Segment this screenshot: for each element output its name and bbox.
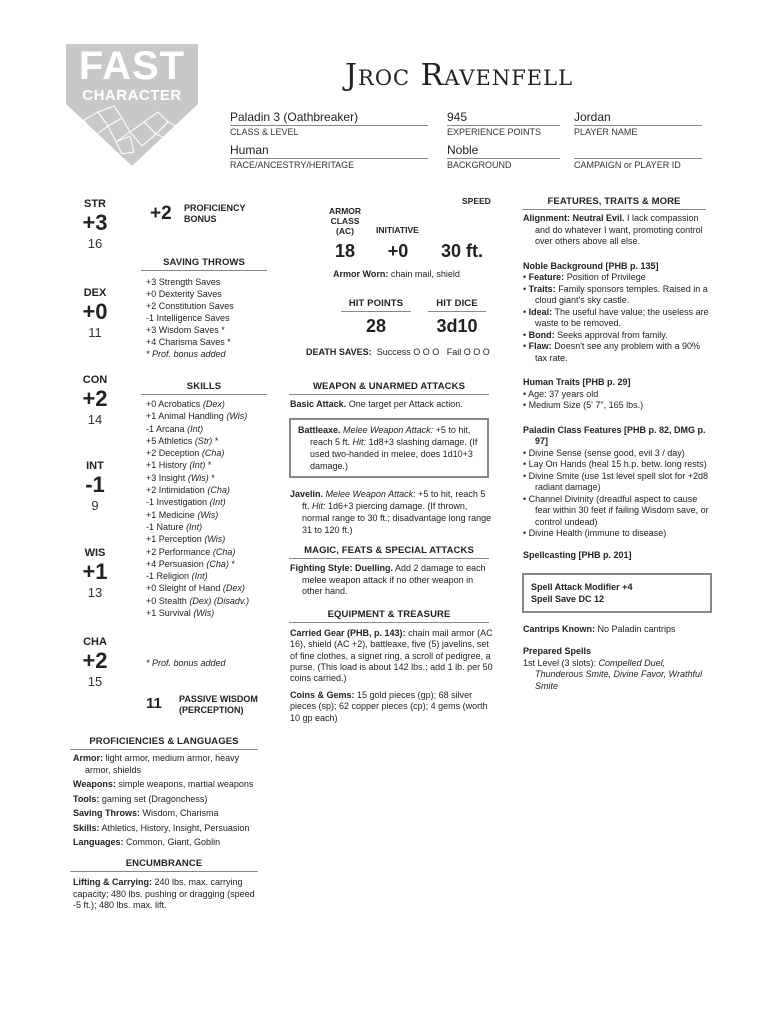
xp-label: EXPERIENCE POINTS <box>447 127 542 137</box>
coins-gems: Coins & Gems: 15 gold pieces (gp); 68 silver pieces (sp); 62 copper pieces (cp); 4 gems (worth 10 gp each) <box>290 690 488 723</box>
skill-row: +1 Survival (Wis) <box>146 608 215 619</box>
battleaxe-attack: Battleaxe. Melee Weapon Attack: +5 to hit, reach 5 ft. Hit: 1d8+3 slashing damage. (If used two-handed in melee, does 1d10+3 damage.) <box>298 425 478 471</box>
ability-label: DEX <box>83 287 107 299</box>
attacks-header: WEAPON & UNARMED ATTACKS <box>289 381 489 395</box>
ability-cha <box>70 636 120 689</box>
ability-label: STR <box>84 198 106 210</box>
human-item: • Medium Size (5' 7", 165 lbs.) <box>523 400 644 410</box>
armor-worn: Armor Worn: chain mail, shield <box>333 269 460 279</box>
hit-dice-value: 3d10 <box>436 316 478 336</box>
player-label: PLAYER NAME <box>574 127 638 137</box>
skill-row: +0 Stealth (Dex) (Disadv.) <box>146 595 250 606</box>
saving-throws-list <box>146 276 234 360</box>
xp-value: 945 <box>447 110 468 124</box>
paladin-item: • Divine Sense (sense good, evil 3 / day) <box>523 447 685 458</box>
saving-throw-item: +0 Dexterity Saves <box>146 289 222 299</box>
passive-wisdom-label-line2: (PERCEPTION) <box>179 705 244 715</box>
fast-character-logo <box>64 42 200 170</box>
ability-dex <box>70 287 120 340</box>
magic-header: MAGIC, FEATS & SPECIAL ATTACKS <box>289 545 489 559</box>
spell-attack-modifier: Spell Attack Modifier +4 <box>531 582 633 592</box>
skill-row: +2 Performance (Cha) <box>146 546 236 557</box>
background-label: BACKGROUND <box>447 160 512 170</box>
ability-score: 15 <box>87 674 103 689</box>
saving-throw-item: +3 Strength Saves <box>146 277 221 287</box>
campaign-label: CAMPAIGN or PLAYER ID <box>574 160 681 170</box>
logo-line2: CHARACTER <box>82 87 182 104</box>
ability-modifier: -1 <box>85 472 105 497</box>
proficiency-item: Skills: Athletics, History, Insight, Persuasion <box>73 822 250 833</box>
skill-row: +5 Athletics (Str) * <box>146 435 219 446</box>
ability-modifier: +2 <box>82 386 108 411</box>
encumbrance-text: Lifting & Carrying: 240 lbs. max. carrying capacity; 480 lbs. pushing or dragging (speed -5 ft.); 480 lbs. max. lift. <box>73 877 255 910</box>
human-item: • Age: 37 years old <box>523 388 599 399</box>
basic-attack: Basic Attack. One target per Attack action. <box>290 399 463 409</box>
character-name: Jroc Ravenfell <box>345 58 574 93</box>
noble-item: • Bond: Seeks approval from family. <box>523 329 668 340</box>
skill-row: +0 Sleight of Hand (Dex) <box>146 583 245 594</box>
proficiency-item: Languages: Common, Giant, Goblin <box>73 837 221 847</box>
logo-line1: FAST <box>78 44 186 88</box>
hit-dice-header: HIT DICE <box>428 298 486 312</box>
death-saves: DEATH SAVES: Success O O O Fail O O O <box>306 347 490 357</box>
skill-row: +1 Animal Handling (Wis) <box>146 411 248 422</box>
ability-score: 9 <box>91 498 99 513</box>
fighting-style: Fighting Style: Duelling. Add 2 damage to each melee weapon attack if no other weapon in other hand. <box>290 563 486 596</box>
class-level-field <box>230 108 428 126</box>
death-saves-success[interactable]: Success O O O <box>376 347 440 357</box>
ability-score: 14 <box>87 412 103 427</box>
ac-value: 18 <box>334 241 356 261</box>
skill-row: +2 Intimidation (Cha) <box>146 485 230 496</box>
proficiency-value: +2 <box>150 203 172 224</box>
skill-row: -1 Religion (Int) <box>146 571 208 582</box>
ability-con <box>70 374 120 427</box>
equipment-header: EQUIPMENT & TREASURE <box>289 609 489 623</box>
ac-label: ARMOR CLASS (AC) <box>328 206 362 236</box>
skills-list <box>146 398 249 619</box>
spell-stats <box>531 581 632 605</box>
prepared-level-1: 1st Level (3 slots): Compelled Duel, Thunderous Smite, Divine Favor, Wrathful Smite <box>523 657 703 691</box>
saving-throw-item: +2 Constitution Saves <box>146 301 234 311</box>
player-value: Jordan <box>574 110 611 124</box>
prepared-spells <box>523 646 713 692</box>
noble-item: • Feature: Position of Privilege <box>523 272 646 282</box>
saving-throws-note: * Prof. bonus added <box>146 349 226 359</box>
background-field <box>447 141 560 159</box>
skill-row: +0 Acrobatics (Dex) <box>146 399 225 409</box>
hit-points-header: HIT POINTS <box>341 298 411 312</box>
background-value: Noble <box>447 143 479 157</box>
ability-modifier: +1 <box>82 559 108 584</box>
features-header: FEATURES, TRAITS & MORE <box>522 196 706 210</box>
paladin-item: • Lay On Hands (heal 15 h.p. betw. long rests) <box>523 459 707 469</box>
hit-points-value: 28 <box>365 316 387 336</box>
race-label: RACE/ANCESTRY/HERITAGE <box>230 160 355 170</box>
skill-row: +3 Insight (Wis) * <box>146 472 215 483</box>
skill-row: -1 Arcana (Int) <box>146 423 204 434</box>
paladin-item: • Channel Divinity (dreadful aspect to cause fear within 30 feet if failing Wisdom save, or control undead) <box>523 493 709 527</box>
proficiency-label-line1: PROFICIENCY <box>184 203 246 213</box>
xp-field <box>447 108 560 126</box>
ability-label: CON <box>82 374 108 386</box>
class-level-value: Paladin 3 (Oathbreaker) <box>230 110 359 124</box>
ability-str <box>70 198 120 251</box>
ability-modifier: +0 <box>82 299 108 324</box>
skills-header: SKILLS <box>141 381 267 395</box>
ability-score: 11 <box>88 325 102 340</box>
saving-throws-header: SAVING THROWS <box>141 257 267 271</box>
skill-row: +1 History (Int) * <box>146 460 212 471</box>
proficiency-item: Tools: gaming set (Dragonchess) <box>73 793 208 804</box>
skill-row: +4 Persuasion (Cha) * <box>146 558 235 569</box>
encumbrance-header: ENCUMBRANCE <box>70 858 258 872</box>
passive-wisdom-label-line1: PASSIVE WISDOM <box>179 694 258 704</box>
skill-row: +1 Perception (Wis) <box>146 534 226 545</box>
skill-row: +1 Medicine (Wis) <box>146 509 219 520</box>
ability-int <box>70 460 120 513</box>
race-field <box>230 141 428 159</box>
campaign-field <box>574 141 702 159</box>
proficiencies-list <box>73 753 265 852</box>
javelin-attack: Javelin. Melee Weapon Attack: +5 to hit, reach 5 ft. Hit: 1d6+3 piercing damage. (If thrown, normal range to 30 ft.; disadvantage long range 31 to 120 ft.) <box>290 489 492 535</box>
skills-note: * Prof. bonus added <box>146 658 226 668</box>
ability-wis <box>70 547 120 600</box>
initiative-label: INITIATIVE <box>376 225 419 235</box>
features-column <box>523 213 713 561</box>
passive-wisdom-value: 11 <box>146 695 162 712</box>
alignment: Alignment: Neutral Evil. I lack compassion and do whatever I want, promoting control over others above all else. <box>523 213 703 246</box>
noble-item: • Ideal: The useful have value; the useless are waste to be removed. <box>523 306 709 328</box>
ability-modifier: +2 <box>82 648 108 673</box>
saving-throw-item: +4 Charisma Saves * <box>146 337 231 347</box>
speed-label: SPEED <box>462 196 491 206</box>
proficiencies-header: PROFICIENCIES & LANGUAGES <box>70 736 258 750</box>
race-value: Human <box>230 143 269 157</box>
paladin-features-title: Paladin Class Features [PHB p. 82, DMG p. 97] <box>523 424 706 446</box>
proficiency-item: Weapons: simple weapons, martial weapons <box>73 779 254 789</box>
speed-value: 30 ft. <box>441 241 484 261</box>
spellcasting-title: Spellcasting [PHB p. 201] <box>523 549 632 560</box>
ability-score: 16 <box>87 236 103 251</box>
skill-row: -1 Nature (Int) <box>146 521 203 532</box>
noble-item: • Flaw: Doesn't see any problem with a 90% tax rate. <box>523 341 700 363</box>
cantrips: Cantrips Known: No Paladin cantrips <box>523 624 676 634</box>
spell-save-dc: Spell Save DC 12 <box>531 594 605 604</box>
initiative-value: +0 <box>387 241 409 261</box>
ability-label: INT <box>86 460 104 472</box>
passive-wisdom-label <box>179 694 258 716</box>
ability-modifier: +3 <box>82 210 108 235</box>
skill-row: -1 Investigation (Int) <box>146 497 226 508</box>
human-traits-title: Human Traits [PHB p. 29] <box>523 377 631 387</box>
noble-background-title: Noble Background [PHB p. 135] <box>523 260 659 271</box>
ability-score: 13 <box>87 585 103 600</box>
class-level-label: CLASS & LEVEL <box>230 127 299 137</box>
proficiency-item: Saving Throws: Wisdom, Charisma <box>73 808 219 818</box>
paladin-item: • Divine Smite (use 1st level spell slot for +2d8 radiant damage) <box>523 470 708 492</box>
noble-item: • Traits: Family sponsors temples. Raised in a cloud giant's sky castle. <box>523 283 708 305</box>
paladin-item: • Divine Health (immune to disease) <box>523 528 667 538</box>
player-field <box>574 108 702 126</box>
saving-throw-item: +3 Wisdom Saves * <box>146 325 225 335</box>
carried-gear: Carried Gear (PHB, p. 143): chain mail armor (AC 16), shield (AC +2), battleaxe, five (5) javelins, set of fine clothes, a signet ring, a scroll of pedigree, a purse. (This load is about 142 lbs.; add 1 lb. per 50 coins carried.) <box>290 628 493 684</box>
saving-throw-item: -1 Intelligence Saves <box>146 313 230 323</box>
proficiency-label-line2: BONUS <box>184 214 217 224</box>
prepared-title: Prepared Spells <box>523 646 592 656</box>
proficiency-item: Armor: light armor, medium armor, heavy armor, shields <box>73 753 240 775</box>
ability-label: WIS <box>84 547 106 559</box>
skill-row: +2 Deception (Cha) <box>146 448 225 459</box>
death-saves-fail[interactable]: Fail O O O <box>446 347 490 357</box>
ability-label: CHA <box>83 636 107 648</box>
proficiency-label <box>184 203 246 225</box>
